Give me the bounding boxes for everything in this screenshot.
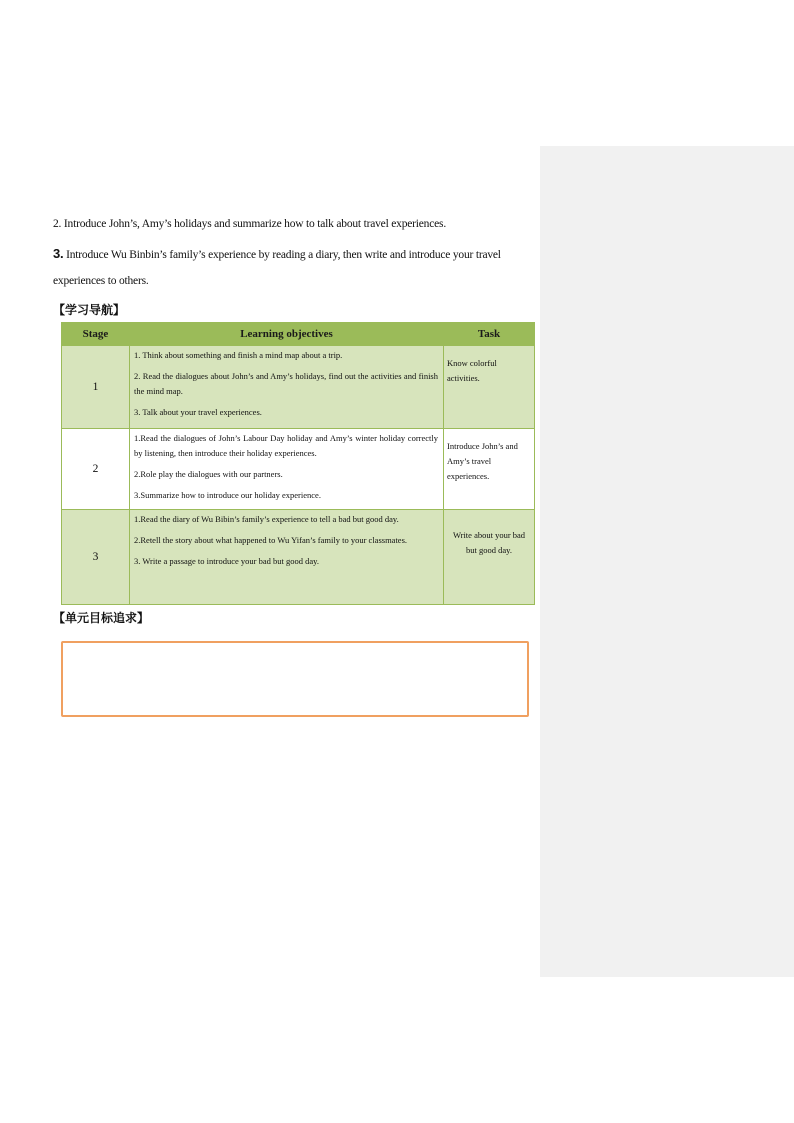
unit-goals-box[interactable] [61,641,529,717]
task-cell: Write about your bad but good day. [444,510,535,605]
header-stage: Stage [62,323,130,346]
objective-item: 2. Read the dialogues about John’s and Amy’s holidays, find out the activities and finish the mind map. [134,371,438,396]
objective-item: 2.Retell the story about what happened to Wu Yifan’s family to your classmates. [134,535,408,545]
learning-objectives-table [61,322,535,605]
study-guide-heading: 【学习导航】 [53,303,126,317]
comment-pane [540,146,794,977]
paragraph-objective-3 [53,241,538,294]
objective-item: 1. Think about something and finish a mind map about a trip. [134,350,343,360]
objective-item: 3. Write a passage to introduce your bad but good day. [134,556,319,566]
objectives-cell [130,346,444,429]
objectives-cell [130,510,444,605]
stage-cell: 1 [62,346,130,429]
objective-item: 3. Talk about your travel experiences. [134,407,262,417]
task-cell: Know colorful activities. [444,346,535,429]
paragraph-text: Introduce Wu Binbin’s family’s experience by reading a diary, then write and introduce your travel experiences to others. [53,249,501,287]
table-header-row [62,323,535,346]
header-task: Task [444,323,535,346]
table-row [62,429,535,510]
objective-item: 1.Read the dialogues of John’s Labour Day holiday and Amy’s winter holiday correctly by listening, then introduce their holiday experiences. [134,433,438,458]
objective-item: 2.Role play the dialogues with our partners. [134,469,283,479]
stage-cell: 2 [62,429,130,510]
header-learning-objectives: Learning objectives [130,323,444,346]
objective-item: 3.Summarize how to introduce our holiday experience. [134,490,321,500]
paragraph-objective-2: 2. Introduce John’s, Amy’s holidays and summarize how to talk about travel experiences. [53,218,446,230]
table-row [62,510,535,605]
objective-item: 1.Read the diary of Wu Bibin’s family’s experience to tell a bad but good day. [134,514,399,524]
objectives-cell [130,429,444,510]
table-row [62,346,535,429]
paragraph-number: 3. [53,246,64,261]
task-cell: Introduce John’s and Amy’s travel experiences. [444,429,535,510]
stage-cell: 3 [62,510,130,605]
unit-goals-heading: 【单元目标追求】 [53,611,150,625]
